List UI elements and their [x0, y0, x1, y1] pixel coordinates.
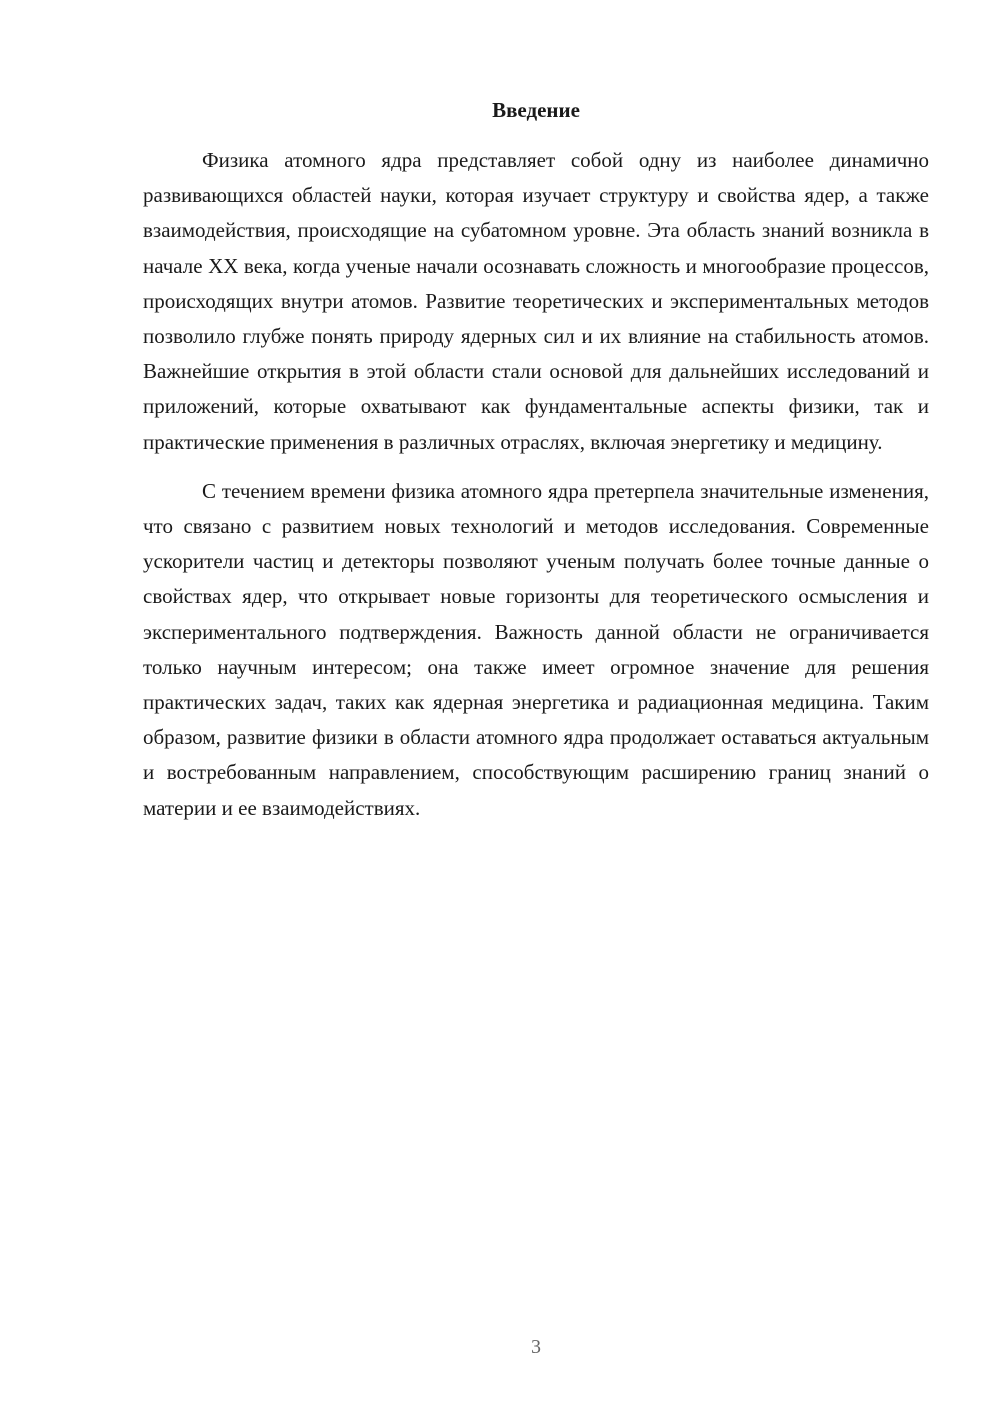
paragraph-2: С течением времени физика атомного ядра претерпела значительные изменения, что связано с развитием новых технологий и методов исследования. Современные ускорители частиц и детекторы позволяют ученым получать более точные данные о свойствах ядер, что открывает новые горизонты для теоретического осмысления и экспериментального подтверждения. Важность данной области не ограничивается только научным интересом; она также имеет огромное значение для решения практических задач, таких как ядерная энергетика и радиационная медицина. Таким образом, развитие физики в области атомного ядра продолжает оставаться актуальным и востребованным направлением, способствующим расширению границ знаний о материи и ее взаимодействиях.: [143, 478, 929, 820]
page-content: [143, 95, 929, 826]
section-heading: Введение: [492, 98, 580, 122]
paragraph-1: Физика атомного ядра представляет собой одну из наиболее динамично развивающихся областей науки, которая изучает структуру и свойства ядер, а также взаимодействия, происходящие на субатомном уровне. Эта область знаний возникла в начале XX века, когда ученые начали осознавать сложность и многообразие процессов, происходящих внутри атомов. Развитие теоретических и экспериментальных методов позволило глубже понять природу ядерных сил и их влияние на стабильность атомов. Важнейшие открытия в этой области стали основой для дальнейших исследований и приложений, которые охватывают как фундаментальные аспекты физики, так и практические применения в различных отраслях, включая энергетику и медицину.: [143, 148, 929, 454]
page-number: 3: [531, 1336, 541, 1358]
